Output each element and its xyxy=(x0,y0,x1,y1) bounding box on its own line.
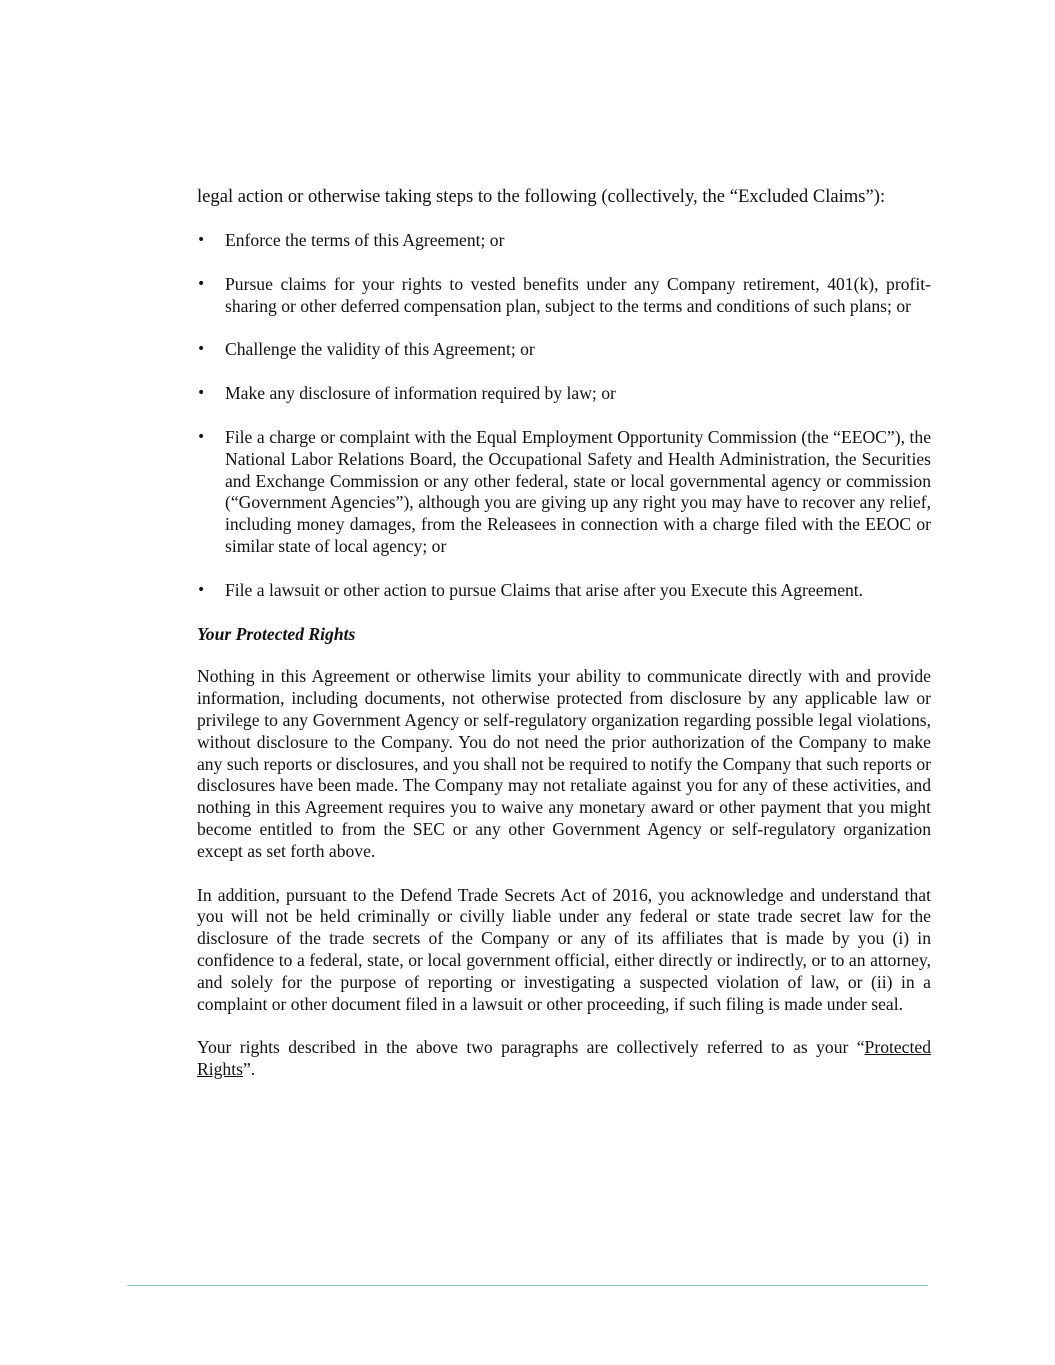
list-item xyxy=(197,427,931,558)
list-item xyxy=(197,383,931,405)
list-item-text: Enforce the terms of this Agreement; or xyxy=(225,230,505,250)
bullet-icon: • xyxy=(197,428,206,445)
footer-rule xyxy=(127,1285,928,1286)
list-item xyxy=(197,230,931,252)
list-item-text: Challenge the validity of this Agreement; or xyxy=(225,339,535,360)
bullet-icon: • xyxy=(197,341,206,358)
protected-rights-paragraph: Nothing in this Agreement or otherwise limits your ability to communicate directly with and provide information, including documents, not otherwise protected from disclosure by any applicable law or privilege to any Government Agency or self-regulatory organization regarding possible legal violations, without disclosure to the Company. You do not need the prior authorization of the Company to make any such reports or disclosures, and you shall not be required to notify the Company that such reports or disclosures have been made. The Company may not retaliate against you for any of these activities, and nothing in this Agreement requires you to waive any monetary award or other payment that you might become entitled to from the SEC or any other Government Agency or self-regulatory organization except as set forth above. xyxy=(197,666,931,861)
bullet-icon: • xyxy=(197,581,206,598)
excluded-claims-list xyxy=(197,230,931,602)
list-item xyxy=(197,274,931,318)
list-item-text: Make any disclosure of information required by law; or xyxy=(225,383,616,404)
definition-paragraph xyxy=(197,1037,931,1081)
definition-text-before: Your rights described in the above two paragraphs are collectively referred to as your “ xyxy=(197,1037,865,1058)
list-item xyxy=(197,580,931,602)
document-page xyxy=(197,186,931,1103)
definition-text-after: ”. xyxy=(242,1059,256,1080)
list-item-text: File a charge or complaint with the Equal Employment Opportunity Commission (the “EEOC”), the National Labor Relations Board, the Occupational Safety and Health Administration, the Securities and Exchange Commission or any other federal, state or local governmental agency or commission (“Government Agencies”), although you are giving up any right you may have to recover any relief, including money damages, from the Releasees in connection with a charge filed with the EEOC or similar state of local agency; or xyxy=(225,426,931,556)
bullet-icon: • xyxy=(197,232,206,248)
trade-secrets-paragraph: In addition, pursuant to the Defend Trade Secrets Act of 2016, you acknowledge and understand that you will not be held criminally or civilly liable under any federal or state trade secret law for the disclosure of the trade secrets of the Company or any of its affiliates that is made by you (i) in confidence to a federal, state, or local government official, either directly or indirectly, or to an attorney, and solely for the purpose of reporting or investigating a suspected violation of law, or (ii) in a complaint or other document filed in a lawsuit or other proceeding, if such filing is made under seal. xyxy=(197,884,931,1014)
section-heading: Your Protected Rights xyxy=(197,623,356,644)
defined-term: Protected Rights xyxy=(197,1037,931,1080)
bullet-icon: • xyxy=(197,275,206,292)
list-item-text: File a lawsuit or other action to pursue Claims that arise after you Execute this Agreement. xyxy=(225,579,864,600)
list-item-text: Pursue claims for your rights to vested benefits under any Company retirement, 401(k), profit-sharing or other deferred compensation plan, subject to the terms and conditions of such plans; or xyxy=(225,273,931,316)
bullet-icon: • xyxy=(197,385,206,402)
intro-text: legal action or otherwise taking steps to the following (collectively, the “Excluded Claims”): xyxy=(197,186,886,207)
list-item xyxy=(197,339,931,361)
